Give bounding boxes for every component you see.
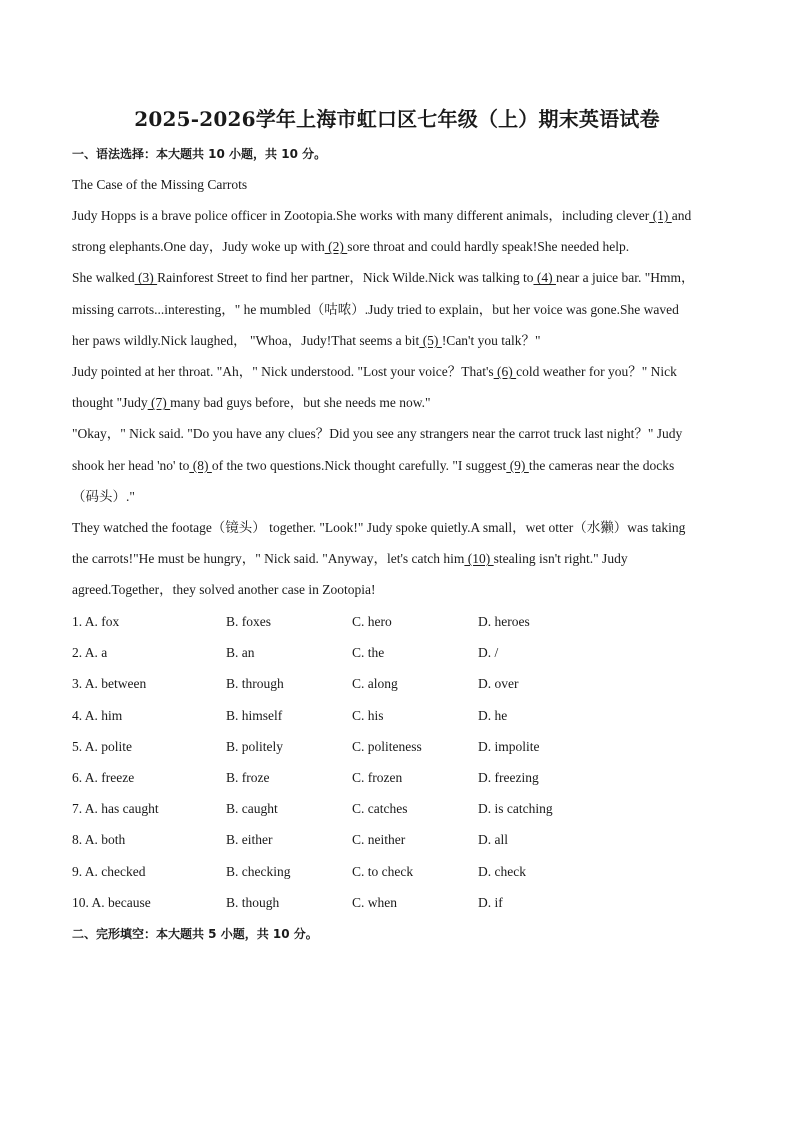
passage-line (72, 458, 674, 474)
option-b: B. foxes (226, 614, 271, 629)
passage-text: and (671, 208, 692, 223)
answer-blank: (10) (464, 551, 494, 567)
option-c: C. to check (352, 863, 414, 879)
option-a: 3. A. between (72, 676, 147, 692)
answer-blank: (2) (324, 239, 348, 255)
option-a: 9. A. checked (72, 863, 146, 879)
passage-line (72, 582, 375, 598)
option-c: C. when (352, 894, 397, 910)
option-c: C. neither (352, 832, 406, 848)
option-a: 5. A. polite (72, 738, 132, 754)
passage-line (72, 270, 695, 286)
option-b: B. himself (226, 707, 283, 723)
option-c: C. frozen (352, 770, 403, 785)
answer-blank: (6) (493, 364, 517, 379)
option-d: D. freezing (478, 770, 539, 785)
answer-blank: (8) (189, 457, 212, 473)
option-d: D. if (478, 894, 503, 910)
passage-text: missing carrots...interesting，" he mumbled（咕哝）.Judy tried to explain，but her voice was gone.She waved (72, 301, 679, 317)
option-c: C. politeness (352, 738, 422, 754)
option-a: 1. A. fox (72, 614, 120, 629)
passage-text: cold weather for you？" Nick (516, 364, 677, 379)
passage-line (72, 364, 677, 380)
option-d: D. he (478, 707, 508, 723)
passage-line (72, 520, 685, 536)
passage-text: the carrots!"He must be hungry，" Nick said. "Anyway，let's catch him (72, 551, 465, 567)
passage-title: The Case of the Missing Carrots (72, 177, 248, 192)
answer-blank: (3) (134, 270, 158, 286)
option-d: D. over (478, 676, 519, 692)
passage-line (72, 302, 679, 318)
option-c: C. hero (352, 614, 392, 629)
option-c: C. his (352, 707, 384, 723)
option-d: D. is catching (478, 801, 553, 817)
passage-text: They watched the footage（镜头） together. "Look!" Judy spoke quietly.A small，wet otter（水獭）was taking (72, 520, 686, 535)
passage-text: （码头）." (72, 488, 135, 504)
answer-blank: (5) (419, 332, 442, 348)
passage-text: sore throat and could hardly speak!She needed help. (347, 239, 630, 255)
option-b: B. checking (226, 863, 291, 879)
passage-text: agreed.Together，they solved another case in Zootopia! (72, 582, 376, 598)
passage-text: strong elephants.One day，Judy woke up with (72, 239, 325, 255)
option-d: D. heroes (478, 614, 530, 629)
passage-text: !Can't you talk？" (441, 332, 541, 348)
passage-text: Judy Hopps is a brave police officer in Zootopia.She works with many different animals，including clever (72, 208, 650, 223)
passage-line (72, 208, 691, 224)
exam-title: 2025-2026学年上海市虹口区七年级（上）期末英语试卷 (134, 107, 660, 131)
passage-text: stealing isn't right." Judy (493, 551, 628, 567)
answer-blank: (7) (147, 395, 171, 411)
passage-text: the cameras near the docks (528, 457, 675, 473)
option-a: 10. A. because (72, 894, 151, 910)
passage-line (72, 239, 629, 255)
passage-line (72, 333, 541, 349)
passage-text: shook her head 'no' to (72, 457, 190, 473)
option-c: C. the (352, 645, 385, 661)
passage-line (72, 551, 628, 567)
option-a: 2. A. a (72, 645, 108, 661)
option-b: B. caught (226, 801, 278, 817)
passage-text: her paws wildly.Nick laughed， "Whoa，Judy!That seems a bit (72, 332, 420, 348)
option-d: D. check (478, 863, 526, 879)
passage-line (72, 395, 430, 411)
option-a: 7. A. has caught (72, 801, 159, 817)
option-a: 8. A. both (72, 832, 126, 848)
option-d: D. / (478, 645, 499, 661)
option-c: C. along (352, 676, 398, 692)
passage-line (72, 426, 682, 442)
answer-blank: (1) (649, 208, 672, 223)
option-b: B. froze (226, 770, 270, 785)
option-b: B. though (226, 894, 280, 910)
answer-blank: (4) (533, 270, 556, 286)
passage-text: thought "Judy (72, 395, 148, 411)
option-b: B. an (226, 645, 255, 661)
option-b: B. politely (226, 738, 283, 754)
passage-text: of the two questions.Nick thought carefully. "I suggest (211, 457, 507, 473)
option-c: C. catches (352, 801, 408, 817)
option-d: D. all (478, 832, 508, 848)
section-1-heading: 一、语法选择：本大题共 10 小题，共 10 分。 (72, 147, 327, 161)
option-d: D. impolite (478, 738, 540, 754)
option-a: 6. A. freeze (72, 770, 135, 785)
passage-text: Rainforest Street to find her partner，Nick Wilde.Nick was talking to (157, 270, 534, 286)
passage-text: She walked (72, 270, 135, 286)
passage-text: Judy pointed at her throat. "Ah，" Nick understood. "Lost your voice？That's (72, 364, 494, 379)
passage-line (72, 489, 135, 505)
passage-text: many bad guys before，but she needs me now." (170, 395, 431, 411)
option-a: 4. A. him (72, 707, 123, 723)
section-2-heading: 二、完形填空：本大题共 5 小题，共 10 分。 (72, 927, 318, 941)
passage-text: near a juice bar. "Hmm， (555, 270, 695, 286)
answer-blank: (9) (506, 457, 529, 473)
passage-text: "Okay，" Nick said. "Do you have any clues？Did you see any strangers near the carrot truck last night？" Judy (72, 426, 683, 442)
option-b: B. through (226, 676, 284, 692)
option-b: B. either (226, 832, 273, 848)
